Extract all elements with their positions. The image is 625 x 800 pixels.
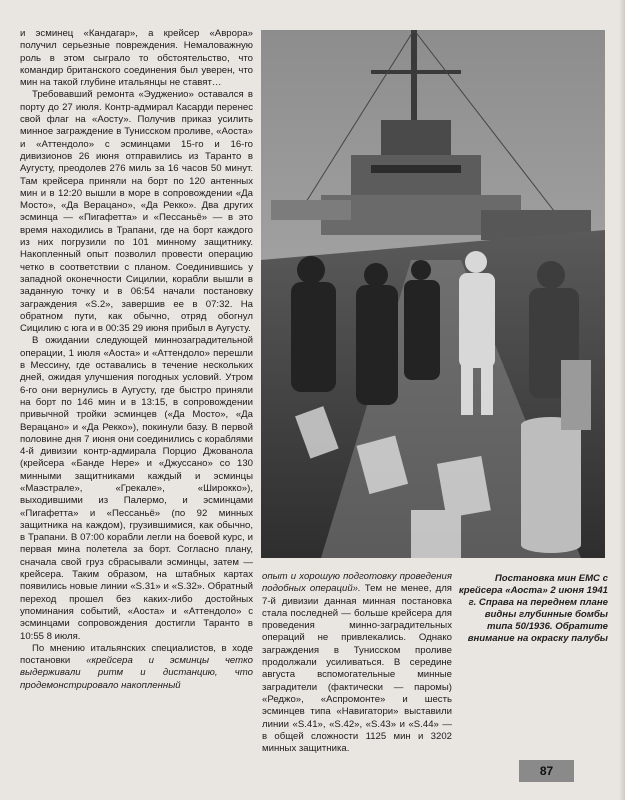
paragraph-text: По мнению итальянских специалистов, в ходе постановки [20,642,253,667]
quote-text: опыт и хорошую подготовку проведения подобных операций». [262,571,452,595]
paragraph: В ожидании следующей миннозаградительной операции, 1 июля «Аоста» и «Аттендоло» перешли в Мессину, где оставались в течение нескольких дней, ожидая улучшения погодных условий. Утром 6-го они вернулись в Аугусту, где быстро приняли на борт по 146 мин и в 13:15, в сопровождении привычной тройки эсминцев («Да Мосто», «Да Верацано» и «Да Рекко»), покинули базу. В первой половине дня 7 июня они соединились с кораблями 4-й дивизии контр-адмирала Порцио Джованола (крейсера «Банде Нере» и «Джуссано» со 130 минными защитниками каждый и эсминцы «Маэстрале», «Грекале», «Широкко»), выходившими из Палермо, и эсминцами «Пигафетта» и «Пессаньё» (по 92 минных защитника на каждом), грузившимися, как обычно, в Трапани. В 07:00 корабли легли на боевой курс, и первая мина полетела за борт. Согласно плану, сначала свой груз сбрасывали эсминцы, затем — крейсера. Таким образом, на штабных картах появились новые линии «S.31» и «S.32». Обратный переход прошел без каких-либо достойных упоминания событий, «Аоста» и «Аттендоло» с эсминцами сопровождения достигли Таранто в 10:55 8 июля. [20,335,253,642]
page-number: 87 [519,760,574,782]
text-continuation [262,571,452,755]
page-edge-shadow [619,0,625,800]
paragraph: Требовавший ремонта «Эудженио» оставался в порту до 27 июля. Контр-адмирал Касарди перенес свой флаг на «Аосту». Получив приказ усилить минное заграждение в Тунисском проливе, «Аоста» и «Аттендоло» с эсминцами 15-го и 16-го дивизионов 26 июня отправились из Таранто в Аугусту, преодолев 276 миль за 16 часов 50 минут. Там крейсера приняли на борт по 120 антенных мин и в 12:20 вышли в море в сопровождении «Да Мосто», «Да Верацано», «Да Рекко». Два других эсминца — «Пигафетта» и «Пессаньё» — в это время находились в Трапани, где на борт каждого из них погрузили по 101 минному защитнику. Накопленный опыт позволил провести операцию четко в соответствии с планом. Соединившись у западной оконечности Сицилии, корабли вышли в заданную точку и в 06:54 начали постановку заграждения «S.2», завершив ее в 07:32. На обратном пути, как обычно, отряд обогнул Сицилию с юга и в 00:35 29 июня прибыл в Аугусту. [20,89,253,335]
photo-mine-laying-cruiser-deck [261,30,605,558]
paragraph [262,571,452,755]
photo-caption: Постановка мин ЕМС с крейсера «Аоста» 2 июня 1941 г. Справа на переднем плане видны глубинные бомбы типа 50/1936. Обратите внимание на окраску палубы [458,573,608,644]
left-text-column [20,28,253,692]
paragraph [20,643,253,692]
paragraph-text: Тем не менее, для 7-й дивизии данная минная постановка стала последней — больше крейсера для проведения минно-заградительных операций не привлекались. Однако заграждения в Тунисском проливе продолжали усиливаться. В середине августа вспомогательные минные заградители (фактически — паромы) «Реджо», «Аспромонте» и шесть эсминцев типа «Навигатори» выставили линии «S.41», «S.42», «S.43» и «S.44» — в общей сложности 1125 мин и 3202 минных защитника. [262,583,452,755]
paragraph: и эсминец «Кандагар», а крейсер «Аврора» получил серьезные повреждения. Немаловажную роль в этом сыграло то обстоятельство, что командир британского соединения был уверен, что мин на такой глубине итальянцы не ставят… [20,28,253,89]
quote-text: «крейсера и эсминцы четко выдерживали ритм и дистанцию, что продемонстрировало накопленный [20,655,254,691]
